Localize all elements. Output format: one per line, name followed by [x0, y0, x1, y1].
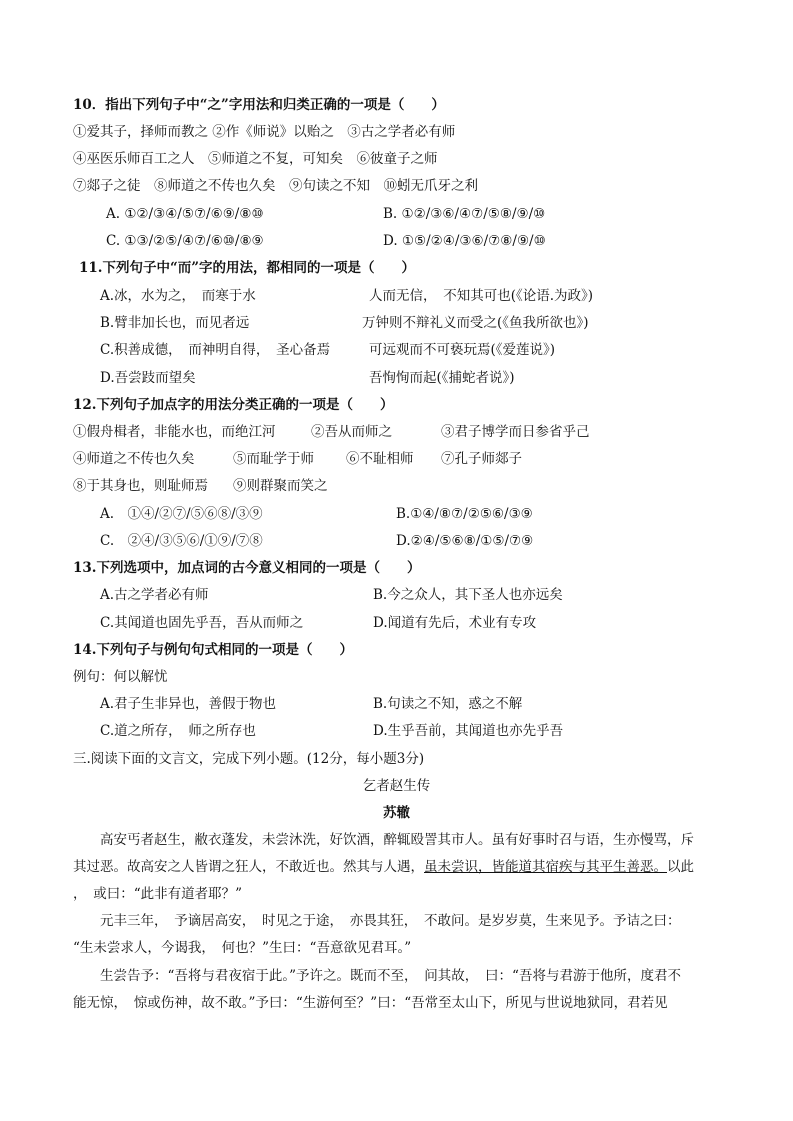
q12-sentence-7: ⑦孔子师郯子 — [441, 451, 522, 467]
q12-sentence-9: ⑨则群聚而笑之 — [233, 478, 328, 494]
passage-p2-line1: 元丰三年， 予谪居高安， 时见之于途， 亦畏其狂， 不敢问。是岁岁莫，生来见予。予诘之曰： — [73, 913, 681, 929]
q10-sentences-2: ④巫医乐师百工之人 ⑤师道之不复，可知矣 ⑥彼童子之师 — [73, 151, 438, 167]
q14-option-d: D.生乎吾前，其闻道也亦先乎吾 — [373, 723, 564, 739]
q11-option-a-1: A.冰，水为之， 而寒于水 — [100, 288, 256, 304]
passage-p1-line2 — [73, 858, 694, 876]
q12-option-d: D.②④/⑤⑥⑧/①⑤/⑦⑨ — [396, 533, 534, 549]
q14-example: 例句：何以解忧 — [73, 669, 168, 685]
q12-sentence-2: ②吾从而师之 — [311, 424, 392, 440]
q12-sentence-8: ⑧于其身也，则耻师焉 — [73, 478, 208, 494]
q11-option-d-1: D.吾尝跂而望矣 — [100, 370, 196, 386]
q11-option-c-2: 可远观而不可亵玩焉(《爱莲说》) — [369, 342, 556, 358]
q10-stem: 10．指出下列句子中“之”字用法和归类正确的一项是（ ） — [73, 97, 445, 113]
passage-p3-line2: 能无惊， 惊或伤神，故不敢。”予曰：“生游何至？”曰：“吾常至太山下，所见与世说地狱同，君若见 — [73, 995, 668, 1011]
q11-stem: 11.下列句子中“而”字的用法，都相同的一项是（ ） — [79, 260, 416, 276]
q11-option-b-2: 万钟则不辩礼义而受之(《鱼我所欲也》) — [362, 315, 589, 331]
passage-author: 苏辙 — [383, 805, 410, 821]
q12-sentence-1: ①假舟楫者，非能水也，而绝江河 — [73, 424, 276, 440]
q14-option-a: A.君子生非异也，善假于物也 — [100, 696, 277, 712]
passage-underlined-sentence: 虽未尝识，皆能道其宿疾与其平生善恶。 — [424, 859, 667, 875]
q11-option-d-2: 吾恂恂而起(《捕蛇者说》) — [369, 370, 515, 386]
passage-p3-line1: 生尝告予：“吾将与君夜宿于此。”予许之。既而不至， 问其故， 曰：“吾将与君游于他所，度君不 — [73, 968, 681, 984]
q12-sentence-3: ③君子博学而日参省乎己 — [441, 424, 590, 440]
q11-option-c-1: C.积善成德， 而神明自得， 圣心备焉 — [100, 342, 331, 358]
q13-option-b: B.今之众人，其下圣人也亦远矣 — [373, 587, 563, 603]
q13-option-d: D.闻道有先后，术业有专攻 — [373, 615, 537, 631]
q12-option-b: B.①④/⑧⑦/②⑤⑥/③⑨ — [396, 506, 533, 522]
q11-option-a-2: 人而无信， 不知其可也(《论语.为政》) — [369, 288, 594, 304]
q12-option-c: C. ②④/③⑤⑥/①⑨/⑦⑧ — [100, 533, 263, 549]
q13-option-a: A.古之学者必有师 — [100, 587, 209, 603]
q12-stem: 12.下列句子加点字的用法分类正确的一项是（ ） — [73, 397, 394, 413]
passage-title: 乞者赵生传 — [362, 778, 431, 794]
passage-p1-line1: 高安丐者赵生，敝衣蓬发，未尝沐洗，好饮酒，醉辄殴詈其市人。虽有好事时召与语，生亦慢骂，斥 — [73, 832, 694, 848]
q12-option-a: A. ①④/②⑦/⑤⑥⑧/③⑨ — [100, 506, 263, 522]
passage-p2-line2: “生未尝求人，今谒我， 何也？”生曰：“吾意欲见君耳。” — [73, 940, 412, 956]
q14-option-c: C.道之所存， 师之所存也 — [100, 723, 256, 739]
q13-option-c: C.其闻道也固先乎吾，吾从而师之 — [100, 615, 304, 631]
passage-p1-line2-post: 以此 — [667, 859, 694, 875]
passage-p1-line3: ， 或曰：“此非有道者耶？” — [73, 886, 243, 902]
q14-stem: 14.下列句子与例句句式相同的一项是（ ） — [73, 642, 353, 658]
q13-stem: 13.下列选项中，加点词的古今意义相同的一项是（ ） — [73, 560, 421, 576]
q12-sentence-6: ⑥不耻相师 — [346, 451, 414, 467]
q10-option-a: A. ①②/③④/⑤⑦/⑥⑨/⑧⑩ — [106, 206, 264, 222]
q10-option-b: B. ①②/③⑥/④⑦/⑤⑧/⑨/⑩ — [383, 206, 546, 222]
q12-sentence-4: ④师道之不传也久矣 — [73, 451, 195, 467]
section3-heading: 三.阅读下面的文言文，完成下列小题。(12分，每小题3分) — [73, 751, 425, 767]
passage-p1-line2-pre: 其过恶。故高安之人皆谓之狂人，不敢近也。然其与人遇， — [73, 859, 424, 875]
q11-option-b-1: B.臂非加长也，而见者远 — [100, 315, 250, 331]
q10-sentences-1: ①爱其子，择师而教之 ②作《师说》以贻之 ③古之学者必有师 — [73, 124, 456, 140]
q10-option-c: C. ①③/②⑤/④⑦/⑥⑩/⑧⑨ — [106, 233, 264, 249]
q10-sentences-3: ⑦郯子之徒 ⑧师道之不传也久矣 ⑨句读之不知 ⑩蚓无爪牙之利 — [73, 178, 478, 194]
q10-option-d: D. ①⑤/②④/③⑥/⑦⑧/⑨/⑩ — [383, 233, 546, 249]
q12-sentence-5: ⑤而耻学于师 — [233, 451, 314, 467]
q14-option-b: B.句读之不知，惑之不解 — [373, 696, 523, 712]
